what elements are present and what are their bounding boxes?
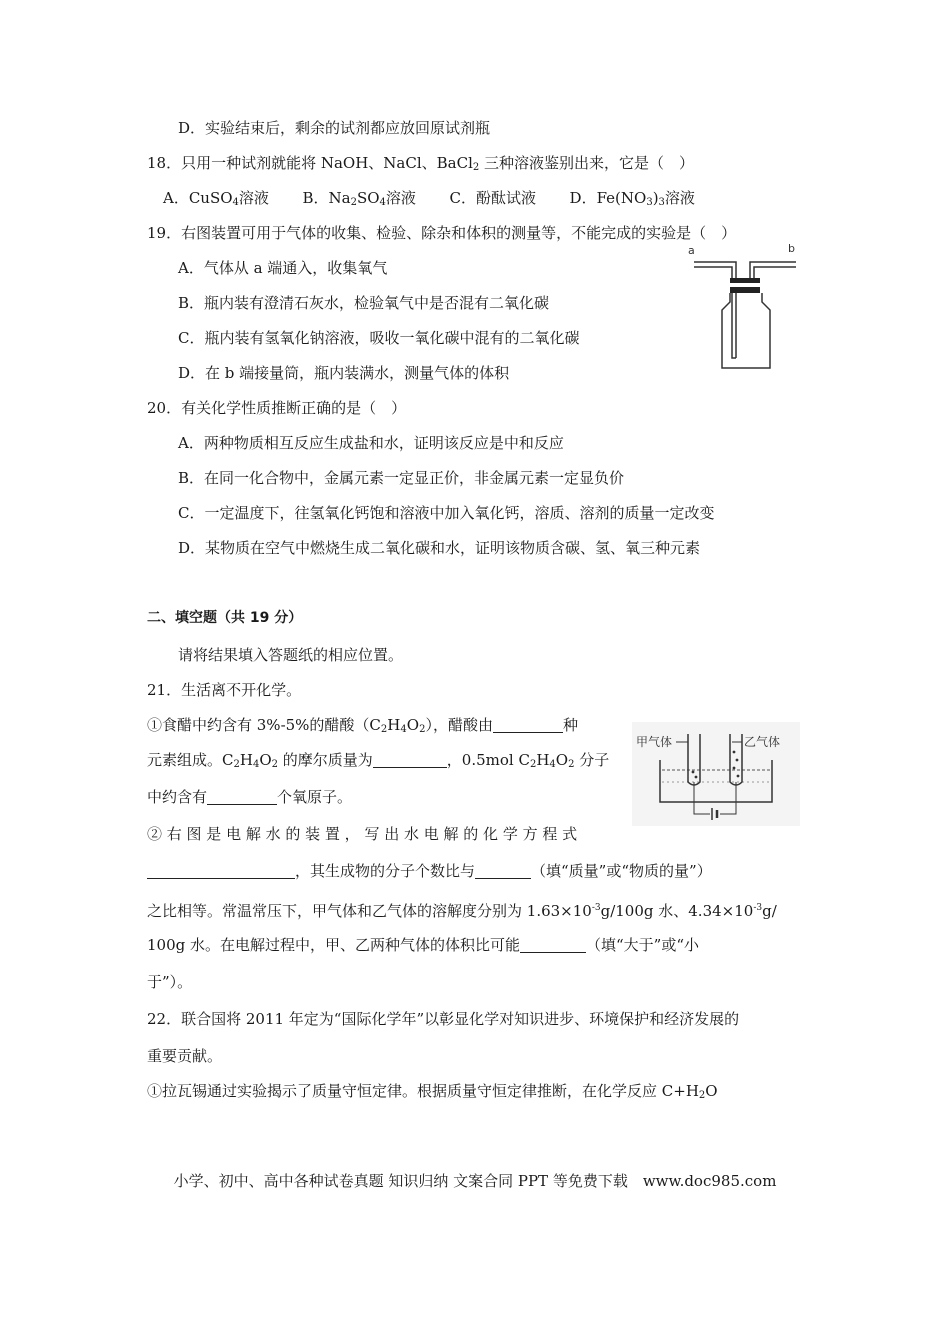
q18-stem-sub: 2: [472, 162, 480, 173]
q19-option-a: A．气体从 a 端通入，收集氧气: [178, 259, 388, 277]
q18-stem-b: 三种溶液鉴别出来，它是（ ）: [479, 154, 695, 172]
q20-option-b: B．在同一化合物中，金属元素一定显正价，非金属元素一定显负价: [178, 469, 625, 487]
q21-text: H: [239, 751, 253, 769]
section-title: 二、填空题（共 19 分）: [147, 610, 303, 626]
sub: 2: [233, 759, 240, 770]
short-tube-inner: [754, 267, 796, 290]
q18-opt-b-sub1: 2: [350, 197, 357, 208]
sup: -3: [753, 903, 763, 913]
q21-text: H: [387, 716, 401, 734]
answer-blank[interactable]: [475, 862, 531, 879]
q21-text: 的摩尔质量为: [278, 751, 373, 769]
q21-text: 个氧原子。: [277, 788, 353, 806]
q21-text: O: [406, 716, 420, 734]
q21-p2-line4: [147, 934, 699, 956]
q21-text: 之比相等。常温常压下，甲气体和乙气体的溶解度分别为 1.63×10: [147, 902, 592, 920]
q21-p1-line2: [147, 749, 609, 776]
q17-option-d: D．实验结束后，剩余的试剂都应放回原试剂瓶: [178, 119, 491, 137]
long-tube-inner: [694, 267, 736, 358]
q21-text: O: [555, 751, 569, 769]
figure-label-b: b: [788, 242, 795, 255]
q19-option-d: D．在 b 端接量筒，瓶内装满水，测量气体的体积: [178, 364, 510, 382]
q19-option-c: C．瓶内装有氢氧化钠溶液，吸收一氧化碳中混有的二氧化碳: [178, 329, 580, 347]
q18-opt-d-sub2: 3: [658, 197, 665, 208]
q18-opt-a-sub: 4: [232, 197, 239, 208]
bubble: [736, 759, 739, 762]
stopper-band: [730, 283, 760, 287]
left-test-tube: [688, 734, 700, 785]
bubble: [737, 775, 740, 778]
bubble: [695, 776, 698, 779]
q21-p2-line1: ② 右 图 是 电 解 水 的 装 置 ， 写 出 水 电 解 的 化 学 方 程 式: [147, 825, 578, 843]
sub: 2: [271, 759, 279, 770]
q20-option-d: D．某物质在空气中燃烧生成二氧化碳和水，证明该物质含碳、氢、氧三种元素: [178, 539, 701, 557]
sub: 4: [252, 759, 260, 770]
answer-blank[interactable]: [373, 751, 447, 768]
long-tube: [694, 262, 736, 358]
q21-text: 分子: [574, 751, 610, 769]
answer-blank[interactable]: [520, 936, 586, 953]
q19-option-b: B．瓶内装有澄清石灰水，检验氧气中是否混有二氧化碳: [178, 294, 550, 312]
wire-right: [720, 782, 736, 814]
q21-text: ①食醋中约含有 3%-5%的醋酸（C: [147, 716, 381, 734]
sub: 4: [400, 724, 407, 735]
q18-opt-b-tail: 溶液: [385, 189, 416, 207]
sub: 2: [380, 724, 388, 735]
q21-text: 种: [562, 716, 578, 734]
q18-options: [163, 187, 695, 214]
q21-text: ，0.5mol C: [446, 751, 530, 769]
q22-line3: [147, 1080, 718, 1107]
q18-opt-d-mid: ): [652, 189, 659, 207]
sub: 4: [549, 759, 556, 770]
q18-opt-d-tail: 溶液: [664, 189, 695, 207]
bubble: [692, 771, 695, 774]
q18-option-a: [163, 189, 269, 207]
q21-text: 中约含有: [147, 788, 208, 806]
q21-stem: 21．生活离不开化学。: [147, 681, 302, 699]
q22-line2: 重要贡献。: [147, 1047, 223, 1065]
q20-option-a: A．两种物质相互反应生成盐和水，证明该反应是中和反应: [178, 434, 564, 452]
gas-bottle-figure: [680, 240, 810, 375]
q20-option-c: C．一定温度下，往氢氧化钙饱和溶液中加入氧化钙，溶质、溶剂的质量一定改变: [178, 504, 715, 522]
wire-left: [694, 782, 710, 814]
q21-p2-line5: 于”）。: [147, 973, 193, 991]
q18-opt-b-text: B．Na: [302, 189, 351, 207]
answer-blank[interactable]: [207, 788, 277, 805]
answer-blank[interactable]: [493, 716, 563, 733]
q21-text: g/: [762, 902, 777, 920]
q21-p1-line3: [147, 786, 352, 808]
sup: -3: [591, 903, 601, 913]
q21-text: （填“大于”或“小: [586, 936, 700, 954]
q22-text: O: [705, 1082, 718, 1100]
section-instruction: 请将结果填入答题纸的相应位置。: [178, 646, 404, 664]
figure-label-a: a: [688, 244, 695, 257]
q18-opt-a-tail: 溶液: [238, 189, 269, 207]
q18-opt-d-text: D．Fe(NO: [569, 189, 647, 207]
q18-opt-b-sub2: 4: [379, 197, 386, 208]
q18-option-d: [570, 189, 695, 207]
figure-label-yi: 乙气体: [744, 735, 781, 749]
q18-option-c: C．酚酞试液: [449, 189, 536, 207]
q18-opt-d-sub1: 3: [646, 197, 653, 208]
q21-text: g/100g 水、4.34×10: [600, 902, 754, 920]
page-footer: 小学、初中、高中各种试卷真题 知识归纳 文案合同 PPT 等免费下载 www.doc985.com: [173, 1172, 777, 1190]
sub: 2: [698, 1090, 706, 1101]
q21-text: ，其生成物的分子个数比与: [295, 862, 476, 880]
figure-label-jia: 甲气体: [636, 735, 673, 749]
q18-option-b: [303, 189, 416, 207]
q18-opt-b-mid: SO: [356, 189, 380, 207]
q22-line1: 22．联合国将 2011 年定为“国际化学年”以彰显化学对知识进步、环境保护和经济发展的: [147, 1010, 740, 1028]
sub: 2: [568, 759, 575, 770]
q21-text: H: [536, 751, 550, 769]
bubble: [733, 751, 736, 754]
q19-stem: 19．右图装置可用于气体的收集、检验、除杂和体积的测量等，不能完成的实验是（ ）: [147, 224, 737, 242]
q21-text: 100g 水。在电解过程中，甲、乙两种气体的体积比可能: [147, 936, 521, 954]
electrolysis-figure: [632, 722, 800, 826]
q20-stem: 20．有关化学性质推断正确的是（ ）: [147, 399, 407, 417]
q18-stem-a: 18．只用一种试剂就能将 NaOH、NaCl、BaCl: [147, 154, 473, 172]
bubble: [733, 767, 736, 770]
q21-p2-line2: [147, 860, 712, 882]
water-trough: [660, 760, 772, 802]
bottle: [722, 293, 770, 368]
sub: 2: [529, 759, 537, 770]
q21-text: O: [259, 751, 272, 769]
sub: 2: [419, 724, 426, 735]
q21-text: ），醋酸由: [425, 716, 493, 734]
q21-text: （填“质量”或“物质的量”）: [531, 862, 712, 880]
q21-p2-line3: [147, 897, 777, 922]
q21-p1-line1: [147, 714, 578, 741]
q18-opt-a-text: A．CuSO: [163, 189, 233, 207]
answer-blank[interactable]: [147, 862, 295, 879]
q22-text: ①拉瓦锡通过实验揭示了质量守恒定律。根据质量守恒定律推断，在化学反应 C+H: [147, 1082, 699, 1100]
q21-text: 元素组成。C: [147, 751, 234, 769]
q18-stem: [147, 152, 694, 179]
